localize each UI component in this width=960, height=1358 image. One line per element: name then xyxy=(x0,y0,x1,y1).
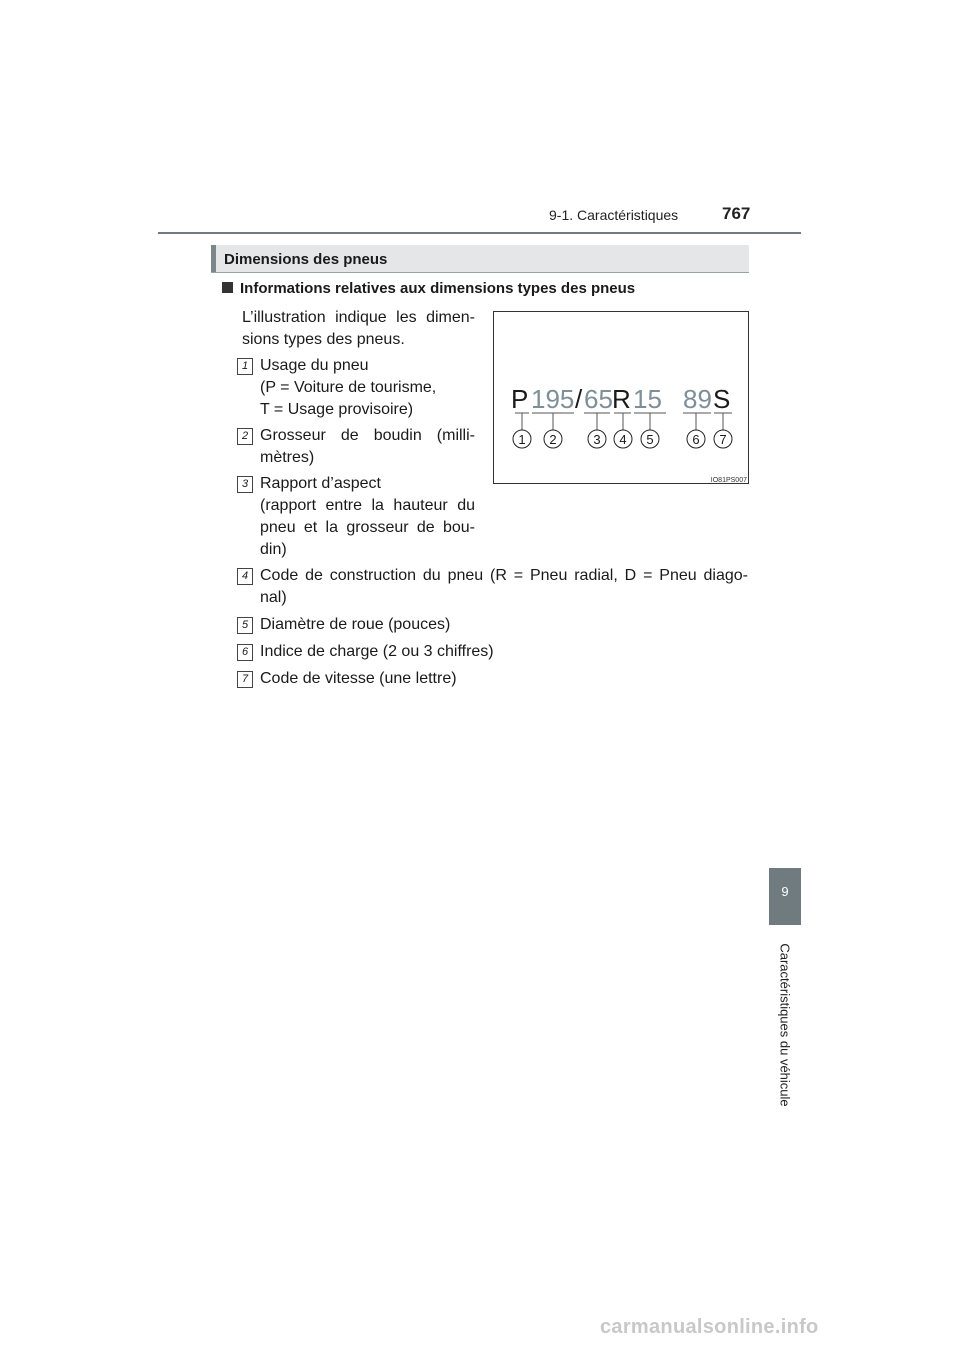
code-part: / xyxy=(575,384,583,414)
figure-id: IO81PS007 xyxy=(710,477,747,484)
callout-number: 7 xyxy=(719,432,727,447)
item-line: nal) xyxy=(260,589,287,606)
item-number: 5 xyxy=(237,617,253,634)
item-line: Code de construction du pneu (R = Pneu radial, D = Pneu diago- xyxy=(260,567,748,584)
header-rule xyxy=(158,232,801,234)
item-line: pneu et la grosseur de bou- xyxy=(260,519,475,536)
code-part: 195 xyxy=(531,384,575,414)
subheading xyxy=(222,280,635,297)
item-line: Usage du pneu xyxy=(260,357,369,374)
item-number: 3 xyxy=(237,476,253,493)
code-part: 65 xyxy=(584,384,613,414)
callout-number: 2 xyxy=(549,432,557,447)
intro-paragraph xyxy=(242,307,475,351)
section-accent xyxy=(211,245,216,272)
intro-line: sions types des pneus. xyxy=(242,331,405,348)
callout-number: 6 xyxy=(692,432,700,447)
callout-number: 4 xyxy=(619,432,627,447)
square-bullet-icon xyxy=(222,282,233,293)
item-line: mètres) xyxy=(260,449,315,466)
chapter-tab-number: 9 xyxy=(781,884,789,899)
callout-number: 5 xyxy=(646,432,654,447)
code-part: 89 xyxy=(683,384,712,414)
item-line: Rapport d’aspect xyxy=(260,475,381,492)
item-number: 2 xyxy=(237,428,253,445)
item-line: T = Usage provisoire) xyxy=(260,401,414,418)
code-part: 15 xyxy=(633,384,662,414)
chapter-tab xyxy=(769,868,801,925)
intro-line: L’illustration indique les dimen- xyxy=(242,309,475,326)
item-number: 6 xyxy=(237,644,253,661)
callout-leaders xyxy=(515,413,732,430)
watermark: carmanualsonline.info xyxy=(600,1316,819,1338)
tire-size-illustration xyxy=(493,311,749,484)
callout-number: 1 xyxy=(518,432,526,447)
item-number: 4 xyxy=(237,568,253,585)
running-header-section: 9-1. Caractéristiques xyxy=(549,207,679,223)
subheading-text: Informations relatives aux dimensions types des pneus xyxy=(240,280,636,297)
callout-number: 3 xyxy=(593,432,601,447)
item-line: Grosseur de boudin (milli- xyxy=(260,427,475,444)
item-line: (rapport entre la hauteur du xyxy=(260,497,475,514)
item-line: Diamètre de roue (pouces) xyxy=(260,616,451,633)
code-part: P xyxy=(511,384,529,414)
item-number: 7 xyxy=(237,671,253,688)
tire-code-diagram xyxy=(494,312,750,485)
code-part: R xyxy=(612,384,631,414)
page-number: 767 xyxy=(722,204,751,223)
item-number: 1 xyxy=(237,358,253,375)
item-line: (P = Voiture de tourisme, xyxy=(260,379,437,396)
chapter-label: Caractéristiques du véhicule xyxy=(777,943,793,1107)
code-part: S xyxy=(713,384,731,414)
item-line: din) xyxy=(260,541,287,558)
item-line: Code de vitesse (une lettre) xyxy=(260,670,457,687)
section-title: Dimensions des pneus xyxy=(224,251,388,268)
section-title-bar xyxy=(211,245,749,273)
item-line: Indice de charge (2 ou 3 chiffres) xyxy=(260,643,494,660)
